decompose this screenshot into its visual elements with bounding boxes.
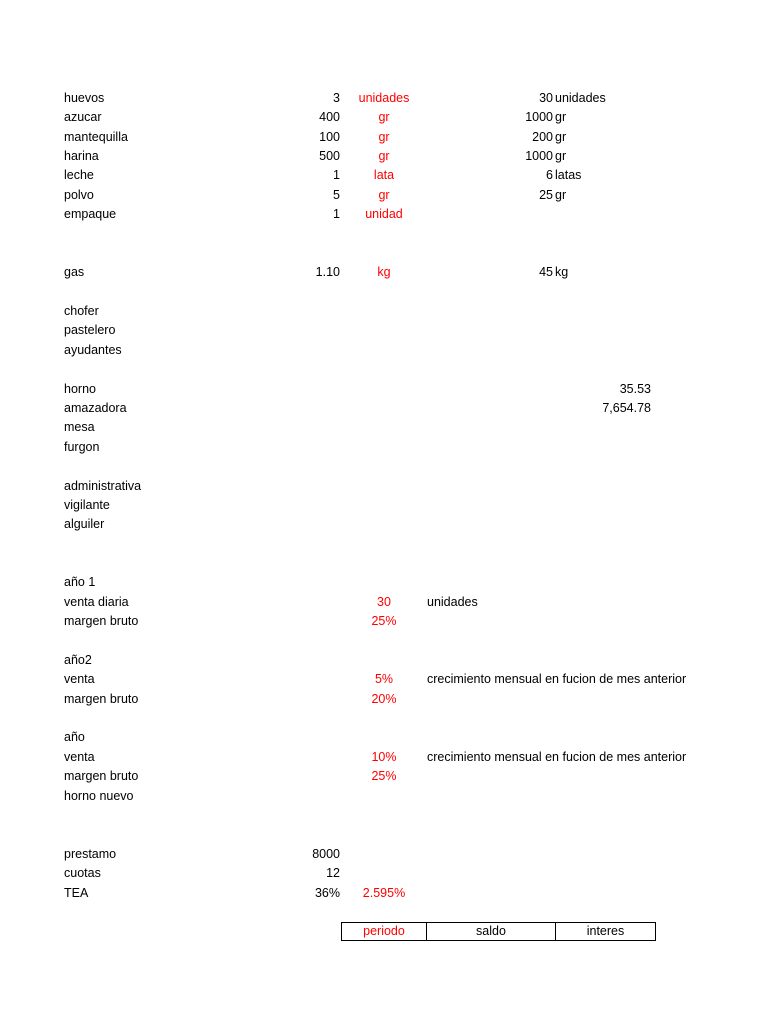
- year2-label: venta: [64, 672, 95, 686]
- year2-row: [0, 670, 768, 689]
- year3-row: [0, 748, 768, 767]
- equipment-label: amazadora: [64, 401, 127, 415]
- ingredient-qty: 100: [319, 130, 340, 144]
- year2-label: margen bruto: [64, 692, 139, 706]
- staff-row: [0, 321, 768, 340]
- loan-row: [0, 845, 768, 864]
- pack-unit: gr: [555, 188, 567, 202]
- pack-qty: 30: [539, 91, 553, 105]
- ingredient-row: [0, 128, 768, 147]
- gas-pack-qty: 45: [539, 265, 553, 279]
- year1-value: 25%: [371, 614, 397, 628]
- year1-row: [0, 593, 768, 612]
- staff-label: pastelero: [64, 323, 116, 337]
- overhead-label: vigilante: [64, 498, 110, 512]
- pack-unit: gr: [555, 149, 567, 163]
- year3-label: venta: [64, 750, 95, 764]
- year2-title: año2: [64, 653, 92, 667]
- loan-value: 36%: [314, 886, 340, 900]
- ingredient-qty: 1: [333, 168, 340, 182]
- pack-qty: 6: [546, 168, 553, 182]
- ingredient-qty: 500: [319, 149, 340, 163]
- equipment-row: [0, 380, 768, 399]
- year1-title-row: [0, 573, 768, 592]
- year3-label: margen bruto: [64, 769, 139, 783]
- year2-value: 5%: [374, 672, 394, 686]
- equipment-label: mesa: [64, 420, 95, 434]
- ingredient-qty: 3: [333, 91, 340, 105]
- year3-title: año: [64, 730, 85, 744]
- ingredient-name: huevos: [64, 91, 105, 105]
- equipment-label: horno: [64, 382, 96, 396]
- ingredient-unit: gr: [378, 130, 390, 144]
- loan-label: TEA: [64, 886, 89, 900]
- year1-label: venta diaria: [64, 595, 129, 609]
- ingredient-row: [0, 89, 768, 108]
- loan-label: cuotas: [64, 866, 101, 880]
- ingredient-name: leche: [64, 168, 94, 182]
- pack-unit: gr: [555, 110, 567, 124]
- ingredient-row: [0, 147, 768, 166]
- loan-row: [0, 884, 768, 903]
- ingredient-unit: gr: [378, 188, 390, 202]
- staff-row: [0, 341, 768, 360]
- schedule-header-row: [342, 923, 656, 941]
- overhead-row: [0, 515, 768, 534]
- pack-qty: 1000: [525, 149, 553, 163]
- header-interes: interes: [556, 923, 656, 941]
- year3-title-row: [0, 728, 768, 747]
- year3-note: crecimiento mensual en fucion de mes anterior: [427, 750, 687, 764]
- equipment-row: [0, 399, 768, 418]
- ingredient-name: polvo: [64, 188, 94, 202]
- pack-qty: 200: [532, 130, 553, 144]
- header-periodo: periodo: [342, 923, 427, 941]
- gas-pack-unit: kg: [555, 265, 569, 279]
- header-saldo: saldo: [427, 923, 556, 941]
- loan-label: prestamo: [64, 847, 117, 861]
- ingredient-unit: gr: [378, 110, 390, 124]
- schedule-header-table: [341, 922, 656, 941]
- pack-qty: 1000: [525, 110, 553, 124]
- ingredient-unit: unidad: [365, 207, 403, 221]
- year2-note: crecimiento mensual en fucion de mes anterior: [427, 672, 687, 686]
- staff-row: [0, 302, 768, 321]
- ingredient-row: [0, 108, 768, 127]
- equipment-label: furgon: [64, 440, 100, 454]
- year3-row: [0, 767, 768, 786]
- overhead-label: administrativa: [64, 479, 142, 493]
- ingredient-row: [0, 205, 768, 224]
- overhead-label: alguiler: [64, 517, 105, 531]
- ingredient-name: empaque: [64, 207, 117, 221]
- year3-value: 10%: [371, 750, 397, 764]
- ingredient-unit: lata: [373, 168, 395, 182]
- gas-label: gas: [64, 265, 85, 279]
- ingredient-row: [0, 166, 768, 185]
- gas-qty: 1.10: [315, 265, 340, 279]
- loan-value: 12: [326, 866, 340, 880]
- equipment-row: [0, 418, 768, 437]
- ingredient-unit: unidades: [358, 91, 410, 105]
- pack-unit: unidades: [555, 91, 606, 105]
- year3-label: horno nuevo: [64, 789, 134, 803]
- pack-unit: gr: [555, 130, 567, 144]
- year1-note: unidades: [427, 595, 478, 609]
- ingredient-unit: gr: [378, 149, 390, 163]
- year1-row: [0, 612, 768, 631]
- gas-unit: kg: [377, 265, 391, 279]
- year2-row: [0, 690, 768, 709]
- year3-row: [0, 787, 768, 806]
- year2-value: 20%: [371, 692, 397, 706]
- loan-extra: 2.595%: [362, 886, 406, 900]
- equipment-value: 35.53: [619, 382, 651, 396]
- staff-label: chofer: [64, 304, 99, 318]
- ingredient-qty: 400: [319, 110, 340, 124]
- loan-row: [0, 864, 768, 883]
- year1-title: año 1: [64, 575, 96, 589]
- pack-qty: 25: [539, 188, 553, 202]
- equipment-value: 7,654.78: [602, 401, 651, 415]
- ingredient-qty: 5: [333, 188, 340, 202]
- ingredient-name: harina: [64, 149, 99, 163]
- loan-value: 8000: [312, 847, 340, 861]
- year3-value: 25%: [371, 769, 397, 783]
- year2-title-row: [0, 651, 768, 670]
- overhead-row: [0, 477, 768, 496]
- pack-unit: latas: [555, 168, 582, 182]
- year1-value: 30: [377, 595, 391, 609]
- ingredient-qty: 1: [333, 207, 340, 221]
- gas-row: [0, 263, 768, 282]
- ingredient-name: azucar: [64, 110, 102, 124]
- ingredient-name: mantequilla: [64, 130, 128, 144]
- ingredient-row: [0, 186, 768, 205]
- equipment-row: [0, 438, 768, 457]
- year1-label: margen bruto: [64, 614, 139, 628]
- staff-label: ayudantes: [64, 343, 122, 357]
- overhead-row: [0, 496, 768, 515]
